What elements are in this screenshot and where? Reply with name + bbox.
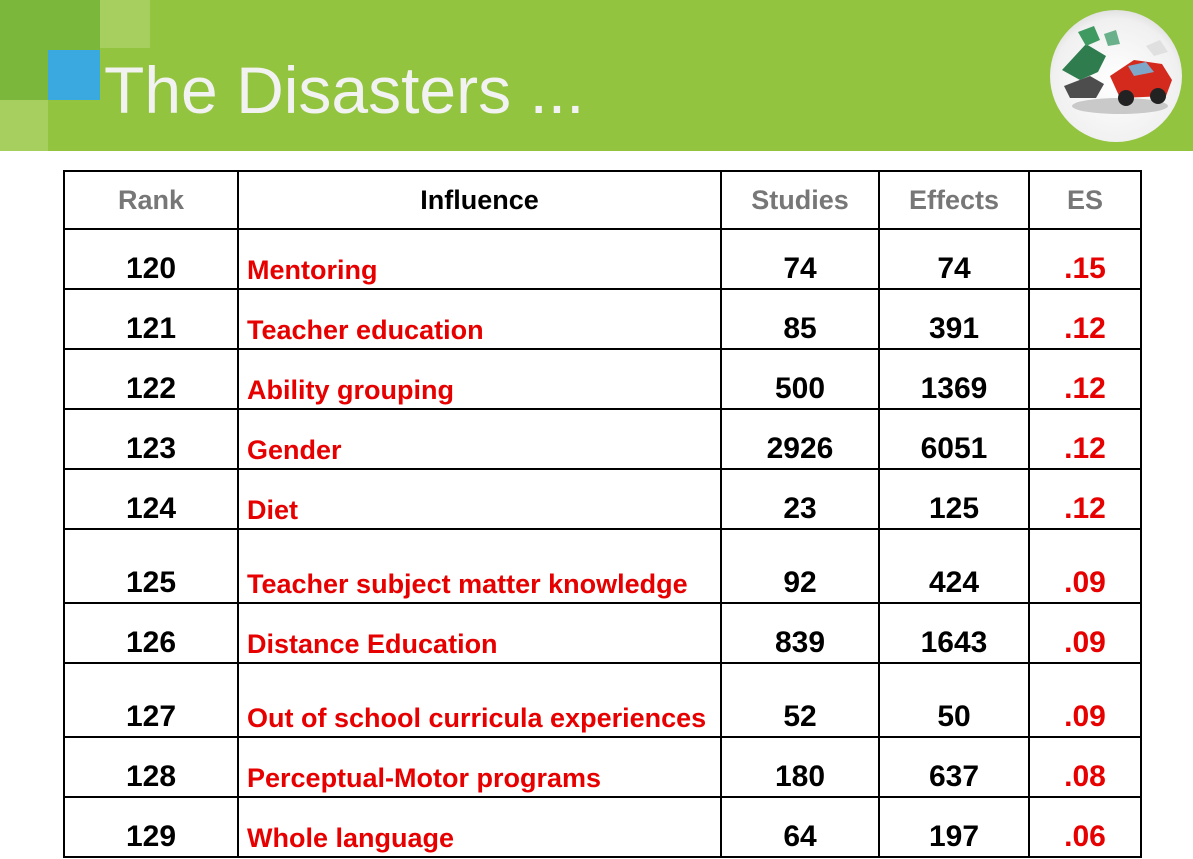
effects-cell: 74 bbox=[879, 229, 1029, 289]
studies-cell: 74 bbox=[721, 229, 879, 289]
decor-square bbox=[0, 100, 48, 151]
table-row bbox=[64, 663, 1141, 737]
table-header-row bbox=[64, 171, 1141, 229]
studies-cell: 92 bbox=[721, 529, 879, 603]
rank-cell: 120 bbox=[64, 229, 238, 289]
car-crash-image bbox=[1050, 10, 1182, 142]
decor-square bbox=[100, 0, 150, 48]
table-row bbox=[64, 469, 1141, 529]
es-cell: .12 bbox=[1029, 409, 1141, 469]
decor-square bbox=[0, 0, 48, 100]
effects-cell: 197 bbox=[879, 797, 1029, 857]
table-row bbox=[64, 603, 1141, 663]
decor-square bbox=[48, 0, 100, 50]
effects-cell: 391 bbox=[879, 289, 1029, 349]
influence-cell: Out of school curricula experiences bbox=[238, 663, 721, 737]
table-row bbox=[64, 409, 1141, 469]
influence-cell: Distance Education bbox=[238, 603, 721, 663]
influence-cell: Gender bbox=[238, 409, 721, 469]
studies-cell: 500 bbox=[721, 349, 879, 409]
studies-cell: 52 bbox=[721, 663, 879, 737]
es-cell: .09 bbox=[1029, 529, 1141, 603]
table-row bbox=[64, 737, 1141, 797]
es-cell: .09 bbox=[1029, 603, 1141, 663]
effects-cell: 637 bbox=[879, 737, 1029, 797]
influence-cell: Teacher subject matter knowledge bbox=[238, 529, 721, 603]
table-row bbox=[64, 229, 1141, 289]
influence-cell: Whole language bbox=[238, 797, 721, 857]
decor-square-blue bbox=[48, 50, 100, 100]
rank-cell: 122 bbox=[64, 349, 238, 409]
effects-cell: 6051 bbox=[879, 409, 1029, 469]
es-cell: .06 bbox=[1029, 797, 1141, 857]
studies-cell: 2926 bbox=[721, 409, 879, 469]
table-row bbox=[64, 349, 1141, 409]
header-studies: Studies bbox=[721, 171, 879, 229]
studies-cell: 64 bbox=[721, 797, 879, 857]
studies-cell: 23 bbox=[721, 469, 879, 529]
es-cell: .09 bbox=[1029, 663, 1141, 737]
table-row bbox=[64, 797, 1141, 857]
influence-cell: Diet bbox=[238, 469, 721, 529]
effects-cell: 1643 bbox=[879, 603, 1029, 663]
rank-cell: 124 bbox=[64, 469, 238, 529]
rank-cell: 123 bbox=[64, 409, 238, 469]
es-cell: .08 bbox=[1029, 737, 1141, 797]
studies-cell: 839 bbox=[721, 603, 879, 663]
slide-title: The Disasters ... bbox=[104, 53, 585, 127]
rank-cell: 128 bbox=[64, 737, 238, 797]
effects-cell: 125 bbox=[879, 469, 1029, 529]
title-banner bbox=[0, 0, 1193, 151]
influence-cell: Ability grouping bbox=[238, 349, 721, 409]
table-row bbox=[64, 529, 1141, 603]
es-cell: .12 bbox=[1029, 349, 1141, 409]
es-cell: .15 bbox=[1029, 229, 1141, 289]
effect-size-table bbox=[63, 170, 1142, 858]
table-row bbox=[64, 289, 1141, 349]
effects-cell: 1369 bbox=[879, 349, 1029, 409]
es-cell: .12 bbox=[1029, 469, 1141, 529]
header-rank: Rank bbox=[64, 171, 238, 229]
rank-cell: 127 bbox=[64, 663, 238, 737]
rank-cell: 125 bbox=[64, 529, 238, 603]
influence-cell: Mentoring bbox=[238, 229, 721, 289]
rank-cell: 121 bbox=[64, 289, 238, 349]
header-influence: Influence bbox=[238, 171, 721, 229]
header-es: ES bbox=[1029, 171, 1141, 229]
influence-cell: Perceptual-Motor programs bbox=[238, 737, 721, 797]
effects-cell: 424 bbox=[879, 529, 1029, 603]
studies-cell: 85 bbox=[721, 289, 879, 349]
header-effects: Effects bbox=[879, 171, 1029, 229]
es-cell: .12 bbox=[1029, 289, 1141, 349]
rank-cell: 129 bbox=[64, 797, 238, 857]
rank-cell: 126 bbox=[64, 603, 238, 663]
influence-cell: Teacher education bbox=[238, 289, 721, 349]
studies-cell: 180 bbox=[721, 737, 879, 797]
effects-cell: 50 bbox=[879, 663, 1029, 737]
